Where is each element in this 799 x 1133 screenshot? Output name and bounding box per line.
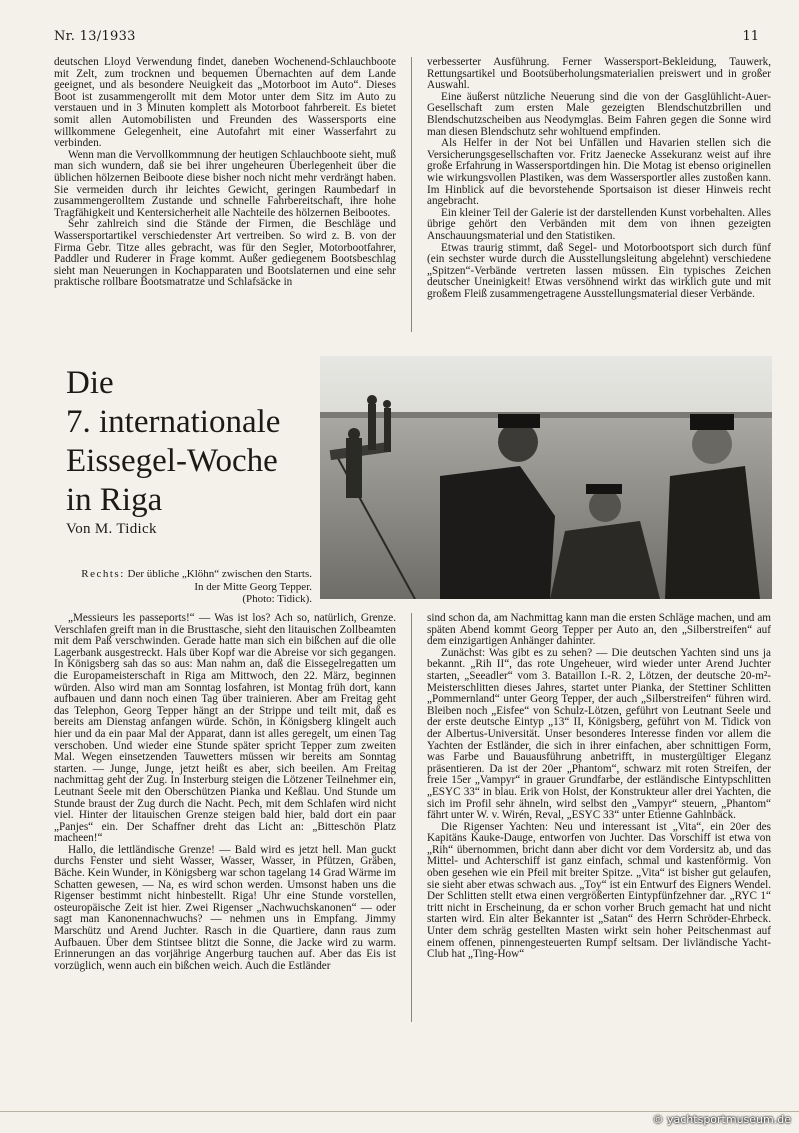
photo-caption xyxy=(70,568,312,606)
bottom-left-column xyxy=(54,613,396,1022)
article-title xyxy=(66,364,306,520)
column-divider-bottom xyxy=(411,613,412,1022)
article-author: Von M. Tidick xyxy=(66,521,157,537)
paragraph: deutschen Lloyd Verwendung findet, daneben Wochenend-Schlauchboote mit Zelt, zum trocknen und bequemen Übernachten auf dem Lande geeignet, und als besondere Neuigkeit das „Motorboot im Auto“. Dieses Boot ist zusammengerollt mit dem Motor unter dem Sitz im Auto zu verstauen und in 3 Minuten komplett als Motorboot fahrbereit. Es bietet somit allen Automobilisten und Freunden des Wassersports eine willkommene Gelegenheit, eine Autofahrt mit einer Wasserfahrt zu verbinden. xyxy=(54,57,396,150)
page-number: 11 xyxy=(742,29,759,44)
title-line: Die xyxy=(66,365,114,401)
watermark: © yachtsportmuseum.de xyxy=(652,1113,791,1126)
paragraph: Als Helfer in der Not bei Unfällen und Havarien stellen sich die Versicherungsgesellschaften vor. Fritz Jaenecke Assekuranz weist auf ihre große Erfahrung in Wassersportdingen hin. Die Motag ist ebenso originellen wie wirkungsvollen Plastiken, was dem Wassersportler alles zustoßen kann. Im Hinblick auf die bevorstehende Sportsaison ist dieser Hinweis recht angebracht. xyxy=(427,137,771,208)
paragraph: Zunächst: Was gibt es zu sehen? — Die deutschen Yachten sind uns ja bekannt. „Rih II“, das rote Ungeheuer, wird wieder unter Arend Juchter starten, „Seeadler“ vom 3. Bataillon I.-R. 2, Lötzen, der deutsche 20-m²-Meisterschlitten dieses Jahres, startet unter Pianka, der Stettiner Schlitten „Pommernland“ unter Georg Tepper, der auch „Silberstreifen“ führen wird. Bleiben noch „Eisfee“ von Schulz-Lötzen, geführt von Leutnant Seele und der erste deutsche Eintyp „13“ II, Königsberg, geführt von M. Tidick von der Albertus-Universität. Unser besonderes Interesse finden vor allem die Yachten der Estländer, die sich in ihrer einfachen, aber schnittigen Form, was Farbe und Bauausführung anbetrifft, in mustergültiger Eleganz präsentieren. Da ist der 20er „Phantom“, schwarz mit roten Streifen, der freie 15er „Vampyr“ in grauer Grundfarbe, der estländische Eintypschlitten „ESYC 33“ in blau. Erik von Holst, der Konstrukteur aller drei Yachten, die sich im Profil sehr ähneln, wird selbst den „Vampyr“ steuern, „Phantom“ fährt unter W. v. Wirén, Reval, „ESYC 33“ unter Etienne Gahlnbäck. xyxy=(427,646,771,822)
page-header xyxy=(54,29,759,47)
paragraph: Sehr zahlreich sind die Stände der Firmen, die Beschläge und Wassersportartikel verschiedenster Art vertreiben. So wird z. B. von der Firma Gebr. Titze alles gebracht, was für den Segler, Motorbootfahrer, Paddler und Ruderer in Frage kommt. Außer gediegenem Bootsbeschlag sieht man Neuerungen in Kochapparaten und Bootslaternen und eine sehr praktische rollbare Bootsmatratze und Schlafsäcke in xyxy=(54,218,396,289)
paragraph: Wenn man die Vervollkommnung der heutigen Schlauchboote sieht, muß man sich wundern, daß sie bei ihrer ungeheuren Überlegenheit über die üblichen hölzernen Beiboote diese bisher noch nicht mehr verdrängt haben. Sie vermeiden durch ihr leichtes Gewicht, geringen Raumbedarf in zusammengerolltem Zustande und schnelle Fahrbereitschaft, ihre hohe Tragfähigkeit und Kentersicherheit alle Nachteile des hölzernen Beibootes. xyxy=(54,148,396,219)
paragraph: Ein kleiner Teil der Galerie ist der darstellenden Kunst vorbehalten. Alles übrige gehört den Verbänden mit dem von ihnen gezeigten Anschauungsmaterial und den Statistiken. xyxy=(427,206,771,242)
caption-text: Der übliche „Klöhn“ zwischen den Starts. In der Mitte Georg Tepper. xyxy=(127,568,312,593)
paragraph: „Messieurs les passeports!“ — Was ist los? Ach so, natürlich, Grenze. Verschlafen greift man in die Brusttasche, sieht den litauischen Zollbeamten mit dem Paß verschwinden. Gerade hatte man sich ein bißchen auf die olle Lagerbank ausgestreckt. Hals über Kopf war die Abreise vor sich gegangen. In Königsberg sah das so aus: Man nahm an, daß die Eissegelregatten um die Europameisterschaft in Riga am Mittwoch, den 22. März, beginnen würden. Also wird man am Sonntag losfahren, ist Montag früh dort, kann aufbauen und dann noch einen Tag über trainieren. Aber am Freitag geht das Telephon, Georg Tepper hängt an der Strippe und teilt mit, daß es bereits am Dienstag anfangen würde. Schön, in Königsberg klingelt auch hier und da ein paar Mal der Apparat, dann ist alles geregelt, um einen Tag verschoben. Und wieder eine Stunde später spricht Tepper zum zweiten Mal. Wegen einsetzenden Tauwetters müssen wir bereits am Sonntag starten. — Junge, Junge, jetzt heißt es aber, sich beeilen. Am Freitag nachmittag geht der Zug. In Insterburg steigen die Lötzener Teilnehmer ein, Leutnant Seele mit den Oberschützen Pianka und Keßlau. Und Stunde um Stunde braust der Zug durch die Nacht. Pech, mit dem Schlafen wird nicht viel. Hinter der litauischen Grenze steigen bald hier, bald dort ein paar „Panjes“ ein. Der Schaffner dreht das Licht an: „Bitteschön Platz macheen!“ xyxy=(54,613,396,845)
ice-sailing-photo xyxy=(320,356,772,599)
paragraph: Hallo, die lettländische Grenze! — Bald wird es jetzt hell. Man guckt durchs Fenster und sieht Wasser, Wasser, Wasser, in Pfützen, Gräben, Bäche. Kein Wunder, in Königsberg war schon tagelang 14 Grad Wärme im Schatten gewesen, — Na, es wird schon werden. Umsonst haben uns die Rigenser bestimmt nicht hinbestellt. Riga! Uhr eine Stunde vorstellen, osteuropäische Zeit ist hier. Zwei Rigenser „Nachwuchskanonen“ — oder sagt man Kanonennachwuchs? — nehmen uns in Empfang. Jimmy Marschütz und Arend Juchter. Rasch in die Quartiere, dann raus zum Aufbauen. Über dem Stintsee blitzt die Sonne, die Jacke wird zu warm. Erinnerungen an das vorjährige Angerburg tauchen auf. Aber das Eis ist vorzüglich, wenn auch ein bißchen weich. Auch die Estländer xyxy=(54,843,396,972)
title-line: in Riga xyxy=(66,482,163,518)
caption-label: Rechts: xyxy=(81,568,125,580)
paragraph: Etwas traurig stimmt, daß Segel- und Motorbootsport sich durch fünf (ein sechster wurde durch die Ausstellungsleitung abgelehnt) verschiedene „Spitzen“-Verbände vertreten lassen müssen. Ein typisches Zeichen deutscher Uneinigkeit! Etwas versöhnend wirkt das wirklich gute und mit großem Fleiß zusammengetragene Ausstellungsmaterial dieser Verbände. xyxy=(427,241,771,300)
issue-number: Nr. 13/1933 xyxy=(54,29,136,44)
title-line: 7. internationale xyxy=(66,404,281,440)
paragraph: Eine äußerst nützliche Neuerung sind die von der Gasglühlicht-Auer-Gesellschaft zum ersten Male gezeigten Blendschutzbrillen und Blendschutzscheiben aus Neodymglas. Beim Fahren gegen die Sonne wird man diesen Blendschutz sehr wohltuend empfinden. xyxy=(427,90,771,138)
title-line: Eissegel-Woche xyxy=(66,443,278,479)
paragraph: verbesserter Ausführung. Ferner Wassersport-Bekleidung, Tauwerk, Rettungsartikel und Bootsüberholungsmaterialien preiswert und in großer Auswahl. xyxy=(427,57,771,92)
paragraph: sind schon da, am Nachmittag kann man die ersten Schläge machen, und am späten Abend kommt Georg Tepper per Auto an, den „Silberstreifen“ auf dem einzigartigen Anhänger dahinter. xyxy=(427,613,771,648)
top-left-column xyxy=(54,57,396,332)
top-right-column xyxy=(427,57,771,332)
column-divider-top xyxy=(411,57,412,332)
caption-credit: (Photo: Tidick). xyxy=(242,593,312,605)
bottom-right-column xyxy=(427,613,771,1022)
paragraph: Die Rigenser Yachten: Neu und interessant ist „Vita“, ein 20er des Kapitäns Kauke-Dauge, entworfen von Juchter. Das Vorschiff ist etwa von „Rih“ übernommen, bricht dann aber dicht vor dem Vordersitz ab, und das Mittel- und Achterschiff ist ganz einfach, schmal und kastenförmig. Von oben gesehen wie ein Pfeil mit breiter Spitze. „Vita“ ist bisher gut gelaufen, sie sieht aber etwas schwach aus. „Toy“ ist ein Entwurf des Eigners Wendel. Der Schlitten stellt etwa einen vergrößerten Eintypfünfzehner dar. „RYC 1“ tritt nicht in Erscheinung, da er schon vorher Bruch gemacht hat und nicht starten wird. Ein alter Bekannter ist „Satan“ des Herrn Schröder-Ehrbeck. Unter dem schräg gestellten Masten wirkt sein hoher Peitschenmast auf einem offenen, pinnengesteuerten Rumpf seltsam. Der livländische Yacht-Club hat „Ting-How“ xyxy=(427,820,771,961)
footer-rule xyxy=(0,1111,799,1112)
